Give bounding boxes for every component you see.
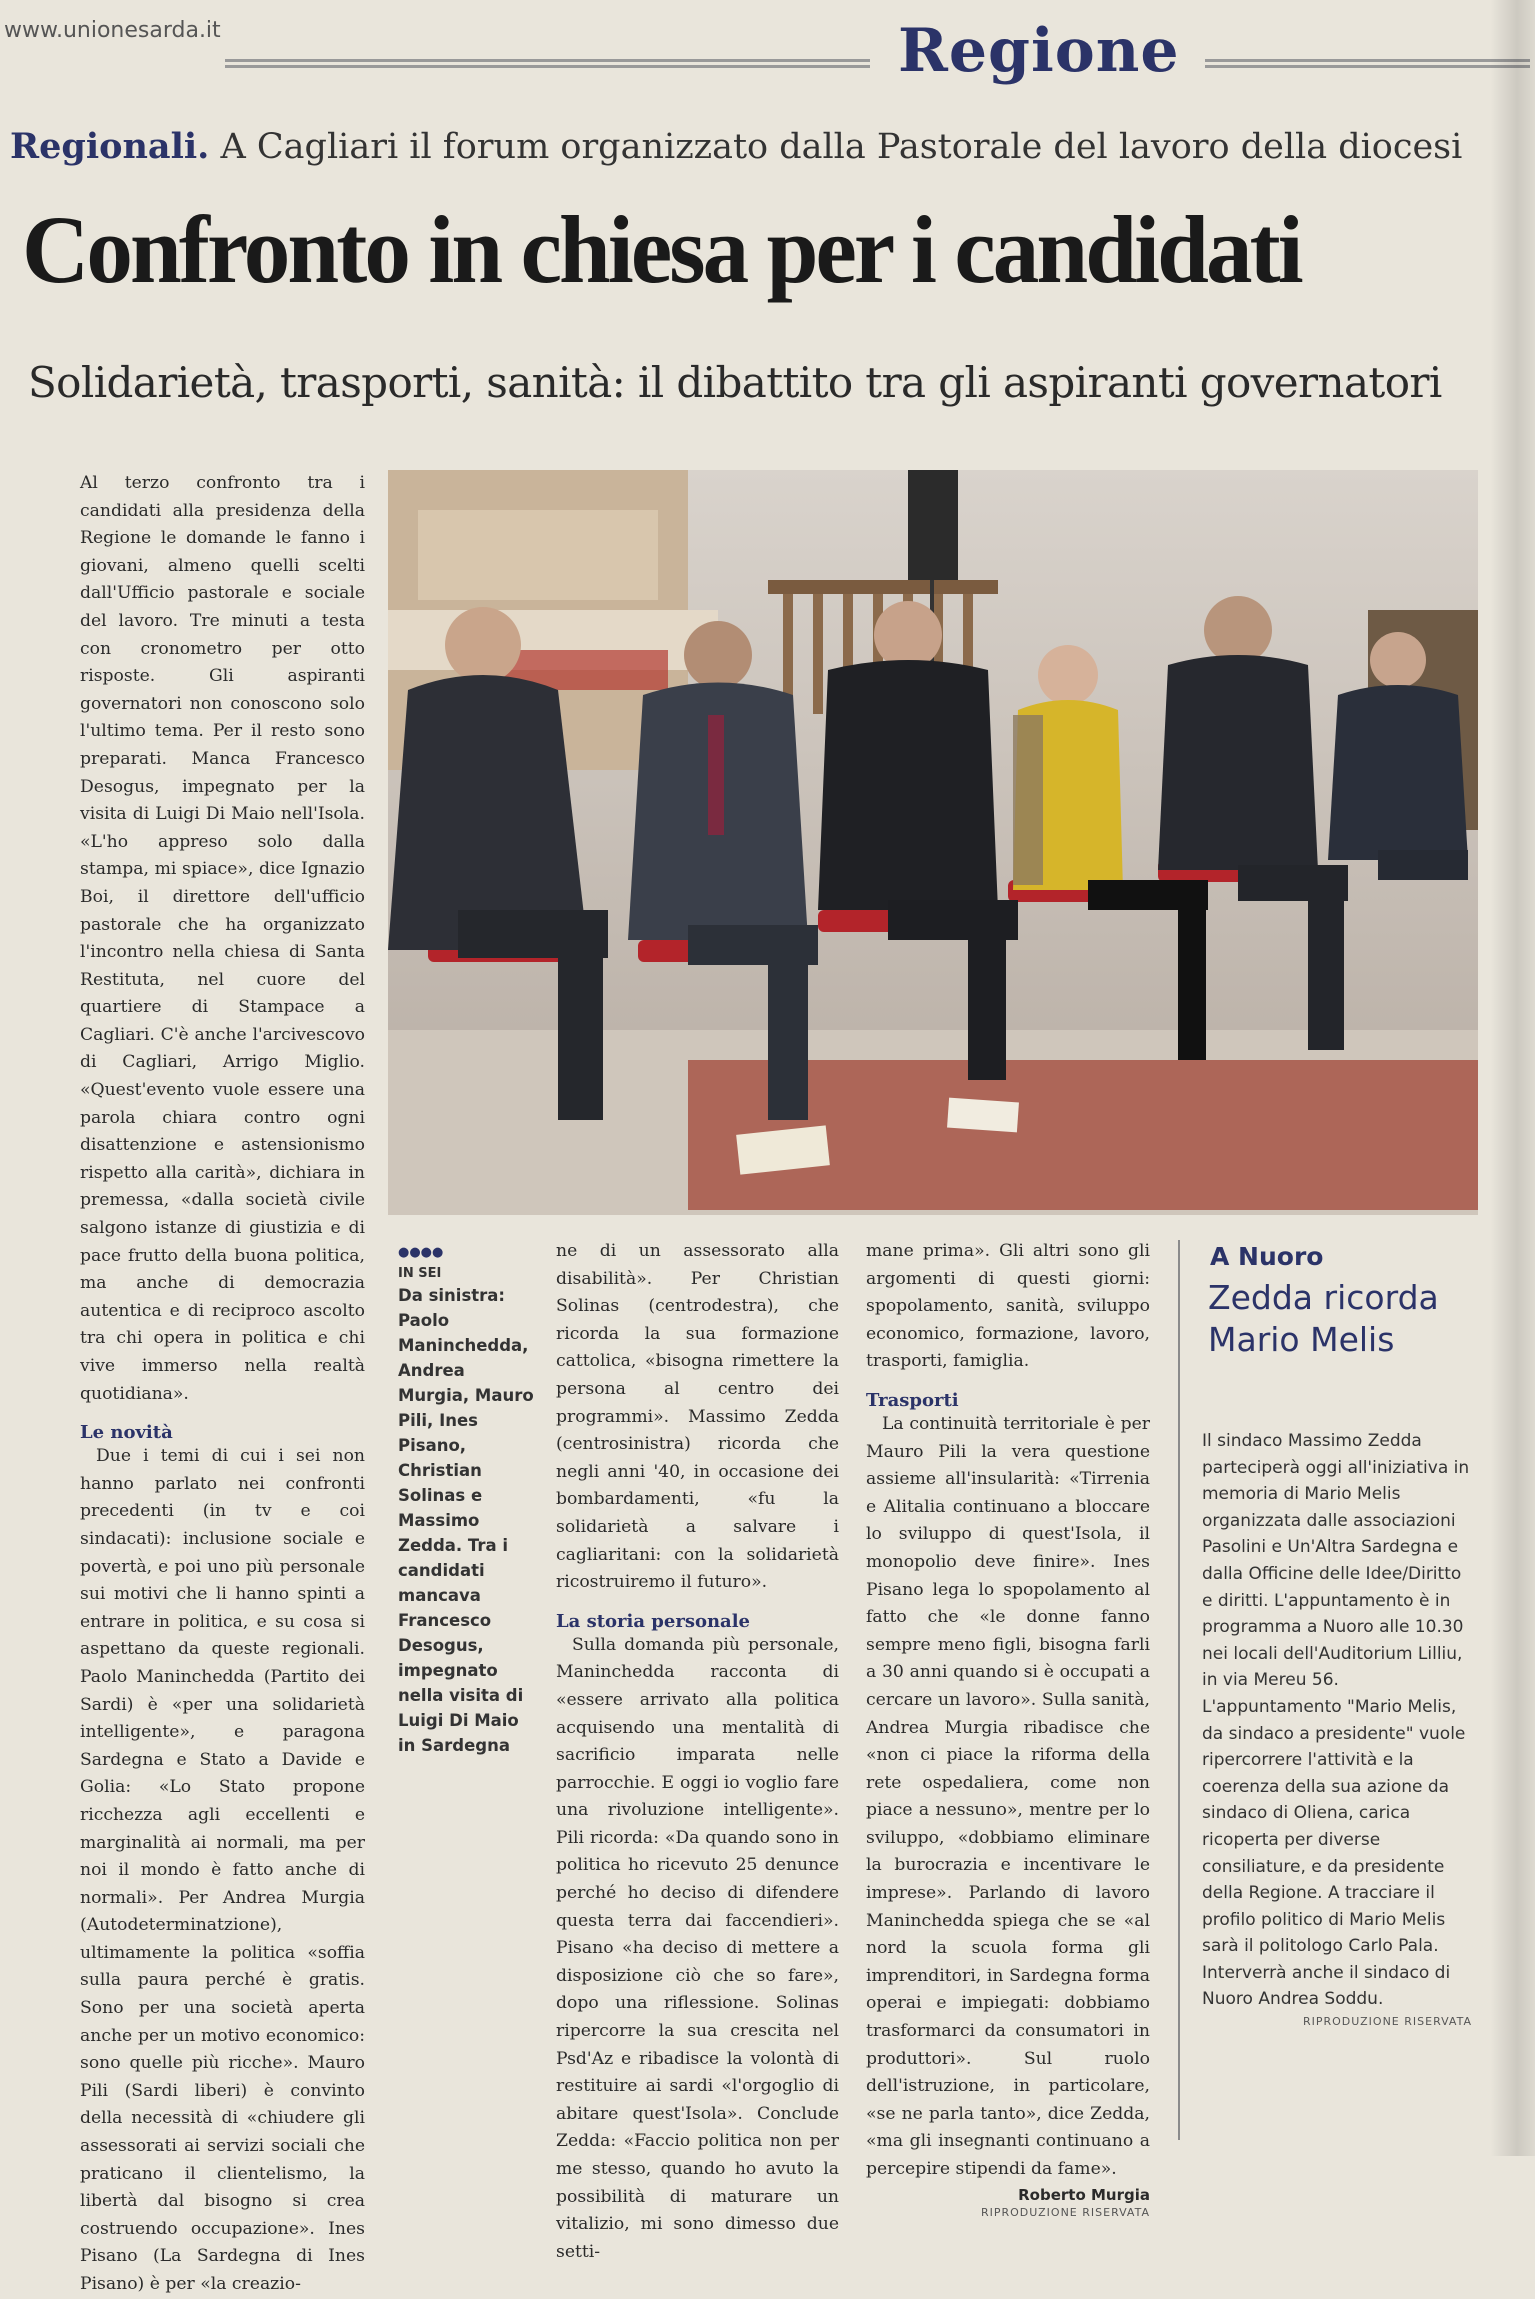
col1-paragraph-2: Due i temi di cui i sei non hanno parlato nei confronti precedenti (in tv e coi sindacati): inclusione sociale e povertà, e poi uno più personale sui motivi che li hanno spinti a entrare in politica, e su cosa si aspettano da queste regionali. Paolo Maninchedda (Partito dei Sardi) è «per una solidarietà intelligente», e paragona Sardegna e Stato a Davide e Golia: «Lo Stato propone ricchezza agli eccellenti e marginalità ai normali, ma per noi il mondo è fatto anche di normali». Per Andrea Murgia (Autodeterminatzione), ultimamente la politica «soffia sulla paura perché è gratis. Sono per una società aperta anche per un motivo economico: sono quelle più ricche». Mauro Pili (Sardi liberi) è convinto della necessità di «chiudere gli assessorati ai servizi sociali che praticano il clientelismo, la libertà dal bisogno si crea costruendo occupazione». Ines Pisano (La Sardegna di Ines Pisano) è per «la creazio- [80, 1446, 365, 2294]
sidebox-text: Il sindaco Massimo Zedda parteciperà oggi all'iniziativa in memoria di Mario Melis organizzata dalle associazioni Pasolini e Un'Altra Sardegna e dalla Officine delle Idee/Diritto e diritti. L'appuntamento è in programma a Nuoro alle 10.30 nei locali dell'Auditorium Lilliu, in via Mereu 56. L'appuntamento "Mario Melis, da sindaco a presidente" vuole ripercorrere l'attività e la coerenza della sua azione da sindaco di Oliena, carica ricoperta per diverse consiliature, e da presidente della Regione. A tracciare il profilo politico di Mario Melis sarà il politologo Carlo Pala. Interverrà anche il sindaco di Nuoro Andrea Soddu. [1202, 1431, 1470, 2010]
col1-paragraph-1: Al terzo confronto tra i candidati alla presidenza della Regione le domande le fanno i giovani, almeno quelli scelti dall'Ufficio pastorale e sociale del lavoro. Tre minuti a testa con cronometro per otto risposte. Gli aspiranti governatori non conoscono solo l'ultimo tema. Per il resto sono preparati. Manca Francesco Desogus, impegnato per la visita di Luigi Di Maio nell'Isola. «L'ho appreso solo dalla stampa, mi spiace», dice Ignazio Boi, il direttore dell'ufficio pastorale che ha organizzato l'incontro nella chiesa di Santa Restituta, nel cuore del quartiere di Stampace a Cagliari. C'è anche l'arcivescovo di Cagliari, Arrigo Miglio. «Quest'evento vuole essere una parola chiara contro ogni disattenzione e astensionismo rispetto alla carità», dichiara in premessa, «dalla società civile salgono istanze di giustizia e di pace frutto della buona politica, ma anche di democrazia autentica e di reciproco ascolto tra chi opera in politica e chi vive immerso nella realtà quotidiana». [80, 473, 365, 1404]
kicker-text: A Cagliari il forum organizzato dalla Pastorale del lavoro della diocesi [209, 127, 1463, 167]
caption-tag-label: IN SEI [398, 1266, 442, 1281]
article-photo [388, 470, 1478, 1215]
site-url: www.unionesarda.it [4, 18, 221, 43]
rights-notice: RIPRODUZIONE RISERVATA [980, 2205, 1150, 2219]
col4-paragraph-1: mane prima». Gli altri sono gli argomenti di questi giorni: spopolamento, sanità, sviluppo economico, formazione, lavoro, trasporti, famiglia. [866, 1241, 1150, 1372]
article-column-3 [556, 1238, 839, 2266]
page-edge-shadow [1490, 0, 1535, 2156]
kicker-label: Regionali. [10, 126, 210, 167]
caption-tag [398, 1238, 538, 1265]
article-headline: Confronto in chiesa per i candidati [22, 196, 1301, 303]
col1-subheading: Le novità [80, 1422, 173, 1444]
article-kicker [10, 126, 1462, 167]
caption-text: Da sinistra: Paolo Maninchedda, Andrea Murgia, Mauro Pili, Ines Pisano, Christian Solinas e Massimo Zedda. Tra i candidati mancava Francesco Desogus, impegnato nella visita di Luigi Di Maio in Sardegna [398, 1286, 534, 1755]
col4-subheading: Trasporti [866, 1389, 959, 1411]
sidebox-kicker: A Nuoro [1210, 1242, 1324, 1271]
sidebox-body [1202, 1428, 1472, 2028]
sidebox-title: Zedda ricorda Mario Melis [1208, 1278, 1439, 1359]
masthead-rule-right [1205, 58, 1530, 68]
photo-caption [398, 1238, 538, 1758]
sidebox-rights-notice: RIPRODUZIONE RISERVATA [1302, 2015, 1472, 2029]
article-column-4 [866, 1238, 1150, 2219]
column-divider [1178, 1240, 1180, 2140]
section-title: Regione [898, 16, 1180, 86]
article-column-1 [80, 470, 365, 2299]
article-subhead: Solidarietà, trasporti, sanità: il dibattito tra gli aspiranti governatori [28, 358, 1442, 407]
photo-panel-illustration [388, 470, 1478, 1215]
col3-paragraph-1: ne di un assessorato alla disabilità». Per Christian Solinas (centrodestra), che ricorda la sua formazione cattolica, «bisogna rimettere la persona al centro dei programmi». Massimo Zedda (centrosinistra) ricorda che negli anni '40, in occasione dei bombardamenti, «fu la solidarietà a salvare i cagliaritani: con la solidarietà ricostruiremo il futuro». [556, 1241, 839, 1593]
col3-paragraph-2: Sulla domanda più personale, Maninchedda racconta di «essere arrivato alla politica acquisendo una mentalità di sacrificio imparata nelle parrocchie. E oggi io voglio fare una rivoluzione intelligente». Pili ricorda: «Da quando sono in politica ho ricevuto 25 denunce perché ho deciso di difendere questa terra dai faccendieri». Pisano «ha deciso di mettere a disposizione ciò che so fare», dopo una riflessione. Solinas ripercorre la sua crescita nel Psd'Az e ribadisce la volontà di restituire ai sardi «l'orgoglio di abitare quest'Isola». Conclude Zedda: «Faccio politica non per me stesso, quando ho avuto la possibilità di maturare un vitalizio, mi sono dimesso due setti- [556, 1634, 839, 2262]
author-signature: Roberto Murgia [1018, 2185, 1150, 2204]
col3-subheading: La storia personale [556, 1610, 750, 1632]
dots-icon: ●●●● [398, 1245, 444, 1260]
col4-paragraph-2: La continuità territoriale è per Mauro Pili la vera questione assieme all'insularità: «Tirrenia e Alitalia continuano a bloccare lo sviluppo di quest'Isola, il monopolio deve finire». Ines Pisano lega lo spopolamento al fatto che «le donne fanno sempre meno figli, bisogna farli a 30 anni quando si è occupati a cercare un lavoro». Sulla sanità, Andrea Murgia ribadisce che «non ci piace la riforma della rete ospedaliera, come non piace a nessuno», mentre per lo sviluppo, «dobbiamo eliminare la burocrazia e incentivare le imprese». Parlando di lavoro Maninchedda spiega che se «al nord la scuola forma gli imprenditori, in Sardegna forma operai e impiegati: dobbiamo trasformarci da consumatori in produttori». Sul ruolo dell'istruzione, in particolare, «se ne parla tanto», dice Zedda, «ma gli insegnanti continuano a percepire stipendi da fame». [866, 1413, 1150, 2179]
masthead-rule-left [225, 58, 870, 68]
